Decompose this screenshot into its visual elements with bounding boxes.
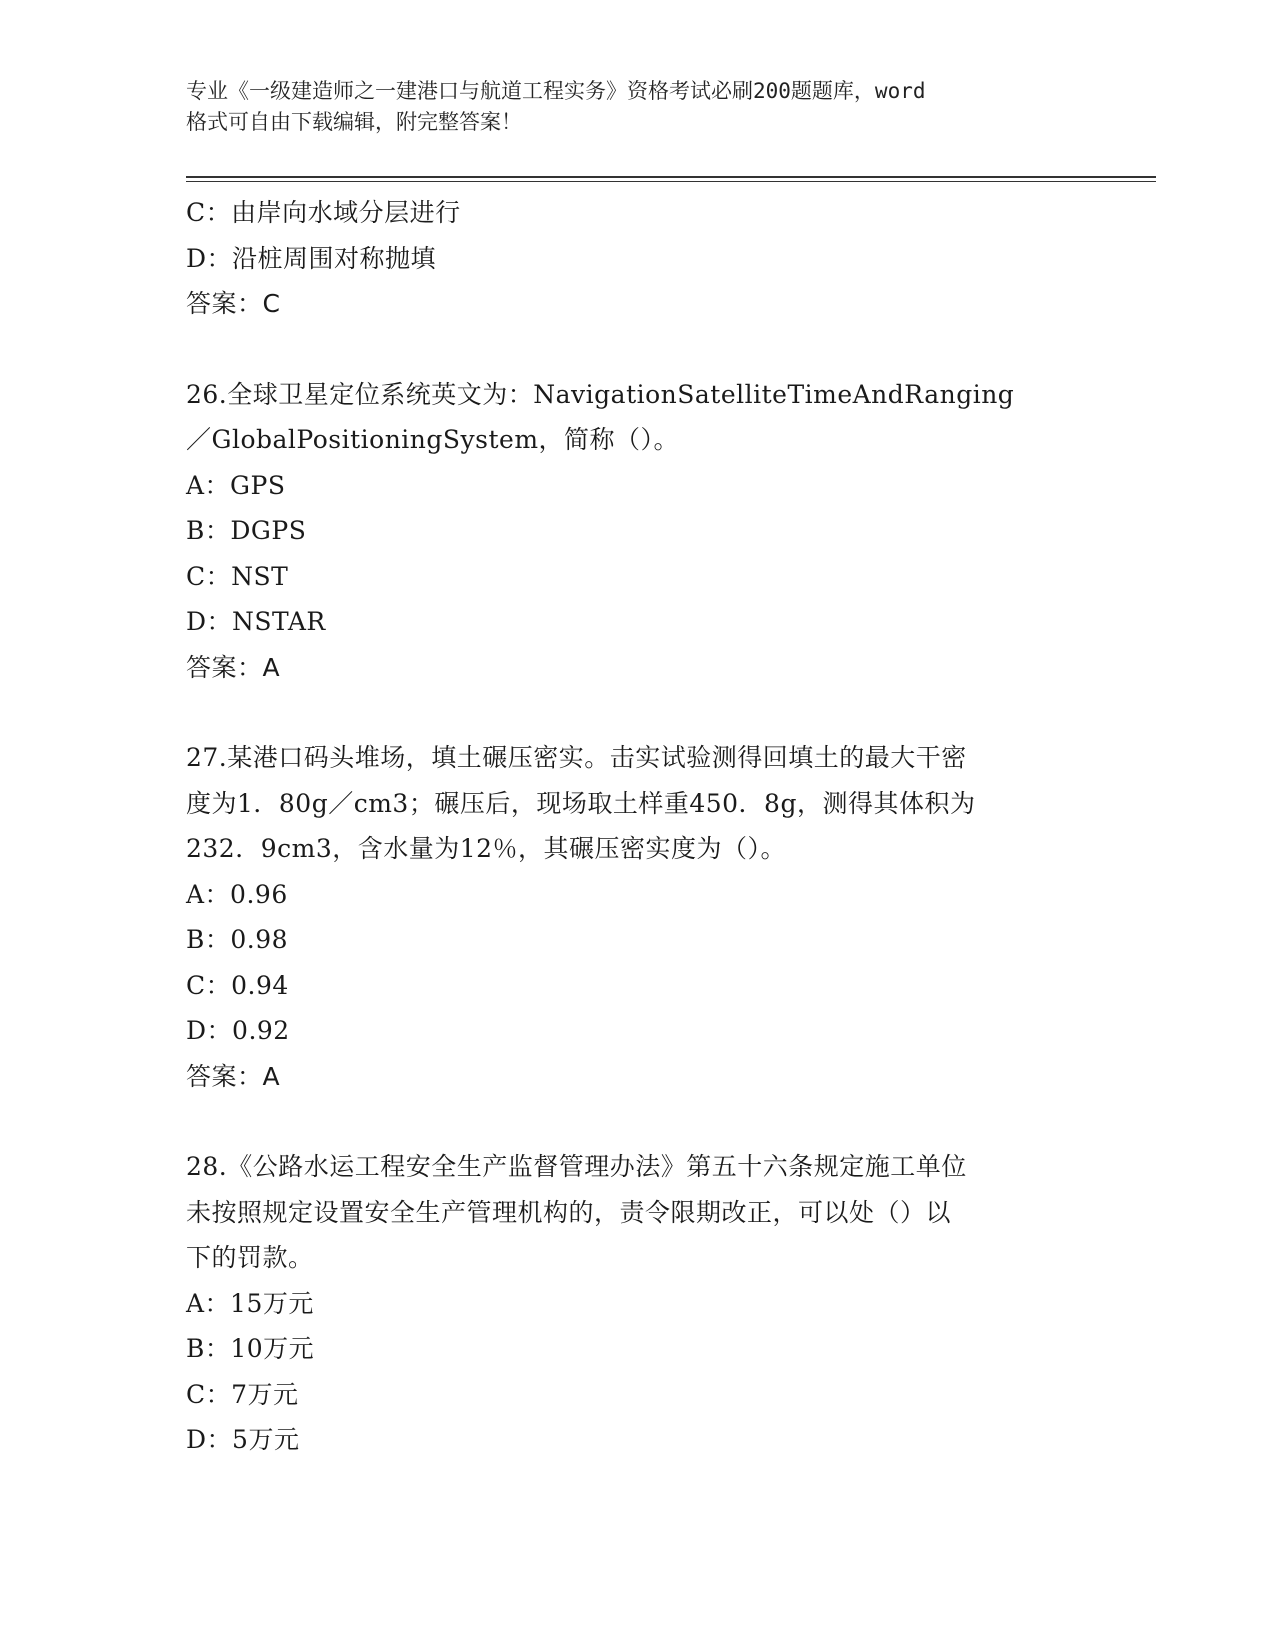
option-a: A：15万元 xyxy=(186,1288,314,1318)
option-d: D：NSTAR xyxy=(186,607,326,636)
document-header xyxy=(186,76,1086,138)
question-stem-line: 26.全球卫星定位系统英文为：NavigationSatelliteTimeAndRanging xyxy=(186,379,1015,409)
question-stem-line: 度为1．80g／cm3；碾压后，现场取土样重450．8g，测得其体积为 xyxy=(186,788,976,818)
option-a: A：0.96 xyxy=(186,879,288,909)
option-d: D：0.92 xyxy=(186,1016,290,1045)
question-26 xyxy=(186,372,1086,691)
option-c: C：由岸向水域分层进行 xyxy=(186,198,461,227)
option-b: B：0.98 xyxy=(186,925,289,954)
question-25-continuation xyxy=(186,190,1086,327)
question-stem-line: 28.《公路水运工程安全生产监督管理办法》第五十六条规定施工单位 xyxy=(186,1152,967,1181)
spacer xyxy=(186,327,1086,372)
answer-line: 答案：A xyxy=(186,652,281,682)
answer-line: 答案：A xyxy=(186,1061,281,1091)
header-divider-thick xyxy=(186,176,1156,178)
question-content xyxy=(186,190,1086,1463)
question-stem-line: ／GlobalPositioningSystem，简称（）。 xyxy=(186,425,680,454)
question-stem-line: 未按照规定设置安全生产管理机构的，责令限期改正，可以处（）以 xyxy=(186,1197,952,1227)
option-c: C：7万元 xyxy=(186,1379,299,1409)
header-divider-thin xyxy=(186,181,1156,182)
option-c: C：0.94 xyxy=(186,970,289,1000)
option-a: A：GPS xyxy=(186,470,286,500)
question-28 xyxy=(186,1144,1086,1463)
option-d: D：5万元 xyxy=(186,1425,300,1454)
option-b: B：10万元 xyxy=(186,1334,315,1363)
question-stem-line: 232．9cm3，含水量为12％，其碾压密实度为（）。 xyxy=(186,834,787,863)
option-d: D：沿桩周围对称抛填 xyxy=(186,243,437,273)
header-line-1: 专业《一级建造师之一建港口与航道工程实务》资格考试必刷200题题库，word xyxy=(186,79,926,103)
option-b: B：DGPS xyxy=(186,516,307,545)
header-line-2: 格式可自由下载编辑，附完整答案！ xyxy=(186,110,522,134)
option-c: C：NST xyxy=(186,561,289,591)
spacer xyxy=(186,1099,1086,1144)
question-27 xyxy=(186,735,1086,1099)
question-stem-line: 下的罚款。 xyxy=(186,1243,314,1272)
spacer xyxy=(186,690,1086,735)
answer-line: 答案：C xyxy=(186,289,281,318)
question-stem-line: 27.某港口码头堆场，填土碾压密实。击实试验测得回填土的最大干密 xyxy=(186,743,967,772)
